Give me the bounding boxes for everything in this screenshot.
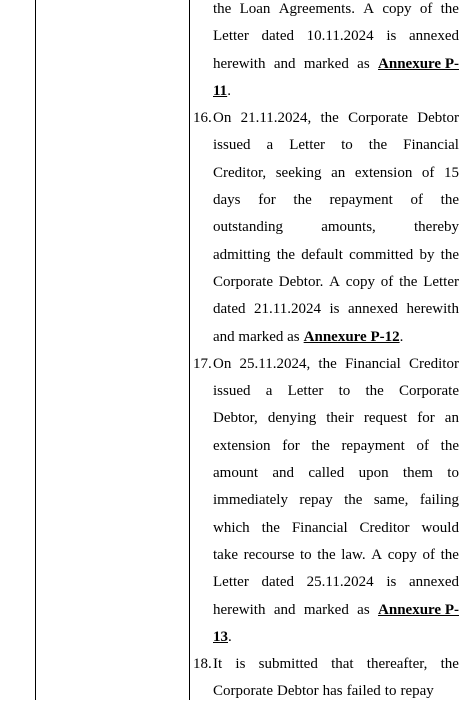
paragraph (193, 105, 459, 351)
word: . (227, 82, 231, 99)
text-line (213, 23, 459, 50)
word: 25.11.2024 (306, 574, 374, 591)
text-line (213, 187, 459, 214)
word: which (213, 519, 250, 536)
word: A (371, 546, 383, 563)
word: of (421, 164, 435, 181)
text-line (213, 597, 459, 624)
word: admitting (213, 246, 271, 263)
word: copy (345, 273, 375, 290)
word: is (386, 574, 397, 591)
text-line (213, 269, 459, 296)
word: for (282, 437, 300, 454)
word: 15 (443, 164, 459, 181)
word: the (368, 137, 388, 154)
word: 10.11.2024 (306, 28, 374, 45)
word: and marked as (213, 328, 300, 345)
word: is (329, 301, 340, 318)
word: to (300, 546, 312, 563)
word: repay (400, 683, 434, 700)
word: to (341, 137, 353, 154)
column-divider-rule (189, 0, 190, 700)
word: an (444, 410, 459, 427)
paragraph-number: 16. (193, 110, 212, 127)
word: Debtor. (278, 273, 324, 290)
word: for (258, 192, 276, 209)
word: amount (213, 465, 258, 482)
word: law. (341, 546, 366, 563)
word: Corporate (213, 273, 273, 290)
text-line (213, 460, 459, 487)
word: the (440, 1, 459, 17)
word: submitted (258, 656, 318, 673)
word: the (293, 192, 312, 209)
annexure-reference: 13 (213, 628, 228, 645)
word: repayment (329, 192, 393, 209)
paragraph (193, 651, 459, 706)
word: herewith (213, 55, 266, 72)
word: the (344, 492, 363, 509)
word: Financial (291, 519, 348, 536)
word: of (419, 1, 433, 17)
word: Letter (423, 273, 459, 290)
word: their (326, 410, 354, 427)
text-line (213, 351, 459, 378)
word: thereby (414, 219, 459, 236)
word: Financial (403, 137, 459, 154)
word: the (317, 546, 336, 563)
word: Letter (289, 137, 326, 154)
word: outstanding (213, 219, 283, 236)
annexure-reference: 11 (213, 82, 228, 99)
word: A (363, 1, 375, 17)
text-line (213, 569, 459, 596)
word: to (338, 383, 351, 400)
text-line (213, 296, 459, 323)
text-line (213, 624, 459, 651)
word: annexed (348, 301, 398, 318)
word: . (399, 328, 404, 345)
word: the (318, 355, 337, 372)
word: repayment (341, 437, 405, 454)
word: annexed (409, 28, 459, 45)
word: for (417, 410, 435, 427)
word: repay (299, 492, 333, 509)
word: Debtor, (213, 410, 258, 427)
word: Debtor (276, 683, 319, 700)
word: marked (303, 601, 349, 618)
word: has (322, 683, 343, 700)
word: issued (213, 137, 251, 154)
word: the (440, 437, 459, 454)
word: Loan (239, 1, 271, 17)
word: herewith (213, 601, 266, 618)
word: as (357, 601, 370, 618)
text-line (213, 487, 459, 514)
word: default (301, 246, 343, 263)
word: the (440, 656, 459, 673)
word: as (357, 55, 370, 72)
word: committed (349, 246, 414, 263)
annexure-reference: Annexure P- (378, 601, 459, 618)
word: the (261, 519, 280, 536)
text-line (213, 324, 459, 351)
word: the (311, 437, 330, 454)
word: the (440, 192, 459, 209)
text-line (213, 132, 459, 159)
word: an (331, 164, 346, 181)
word: issued (213, 383, 251, 400)
word: It (213, 656, 223, 673)
word: the (440, 246, 459, 263)
word: extension (354, 164, 413, 181)
word: failing (419, 492, 459, 509)
word: by (419, 246, 435, 263)
text-line (213, 214, 459, 241)
word: failed (346, 683, 381, 700)
word: same, (373, 492, 409, 509)
text-line (213, 542, 459, 569)
text-line (213, 0, 459, 23)
text-line (213, 433, 459, 460)
word: thereafter, (366, 656, 428, 673)
document-body (193, 0, 459, 706)
text-line (213, 378, 459, 405)
word: Debtor (417, 110, 459, 127)
word: upon (358, 465, 389, 482)
word: the (440, 546, 459, 563)
word: and (272, 465, 295, 482)
word: the (213, 1, 232, 17)
word: 25.11.2024, (239, 355, 311, 372)
word: . (228, 628, 232, 645)
word: that (331, 656, 354, 673)
word: and (273, 601, 296, 618)
word: dated (213, 301, 246, 318)
word: them (402, 465, 433, 482)
word: would (421, 519, 459, 536)
left-margin-rule (35, 0, 36, 700)
word: is (386, 28, 397, 45)
word: Agreements. (278, 1, 355, 17)
word: Letter (213, 574, 249, 591)
word: Creditor (408, 355, 459, 372)
word: to (447, 465, 459, 482)
word: denying (267, 410, 317, 427)
word: Creditor, (213, 164, 267, 181)
word: the (365, 383, 384, 400)
word: immediately (213, 492, 288, 509)
word: the (399, 273, 418, 290)
text-line (213, 160, 459, 187)
word: Creditor (359, 519, 410, 536)
word: annexed (409, 574, 459, 591)
word: a (266, 137, 274, 154)
word: Letter (213, 28, 249, 45)
word: A (329, 273, 340, 290)
annexure-reference: Annexure P- (378, 55, 459, 72)
word: dated (261, 28, 294, 45)
word: On (213, 110, 232, 127)
word: request (363, 410, 408, 427)
paragraph-number: 18. (193, 656, 212, 673)
word: copy (387, 546, 417, 563)
word: to (384, 683, 397, 700)
word: the (320, 110, 339, 127)
word: a (265, 383, 273, 400)
word: days (213, 192, 241, 209)
word: Corporate (213, 683, 273, 700)
annexure-reference: Annexure P-12 (303, 328, 400, 345)
text-line (213, 78, 459, 105)
word: 21.11.2024 (254, 301, 321, 318)
word: 21.11.2024, (240, 110, 312, 127)
paragraph-number: 17. (193, 355, 212, 372)
word: called (308, 465, 345, 482)
word: recourse (243, 546, 295, 563)
word: On (213, 355, 232, 372)
paragraph (193, 0, 459, 105)
word: Corporate (399, 383, 459, 400)
word: dated (261, 574, 294, 591)
text-line (213, 242, 459, 269)
word: the (276, 246, 296, 263)
word: of (410, 192, 423, 209)
word: take (213, 546, 238, 563)
text-line (213, 405, 459, 432)
text-line (213, 105, 459, 132)
text-line (213, 651, 459, 678)
word: of (422, 546, 436, 563)
word: Financial (344, 355, 401, 372)
text-line (213, 678, 459, 705)
paragraph (193, 351, 459, 651)
word: marked (303, 55, 349, 72)
word: amounts, (321, 219, 376, 236)
text-line (213, 51, 459, 78)
word: copy (382, 1, 412, 17)
word: of (416, 437, 429, 454)
word: is (235, 656, 246, 673)
word: herewith (406, 301, 459, 318)
word: seeking (275, 164, 322, 181)
word: Letter (287, 383, 324, 400)
word: and (273, 55, 296, 72)
word: of (380, 273, 394, 290)
word: Corporate (348, 110, 409, 127)
word: extension (213, 437, 271, 454)
text-line (213, 515, 459, 542)
